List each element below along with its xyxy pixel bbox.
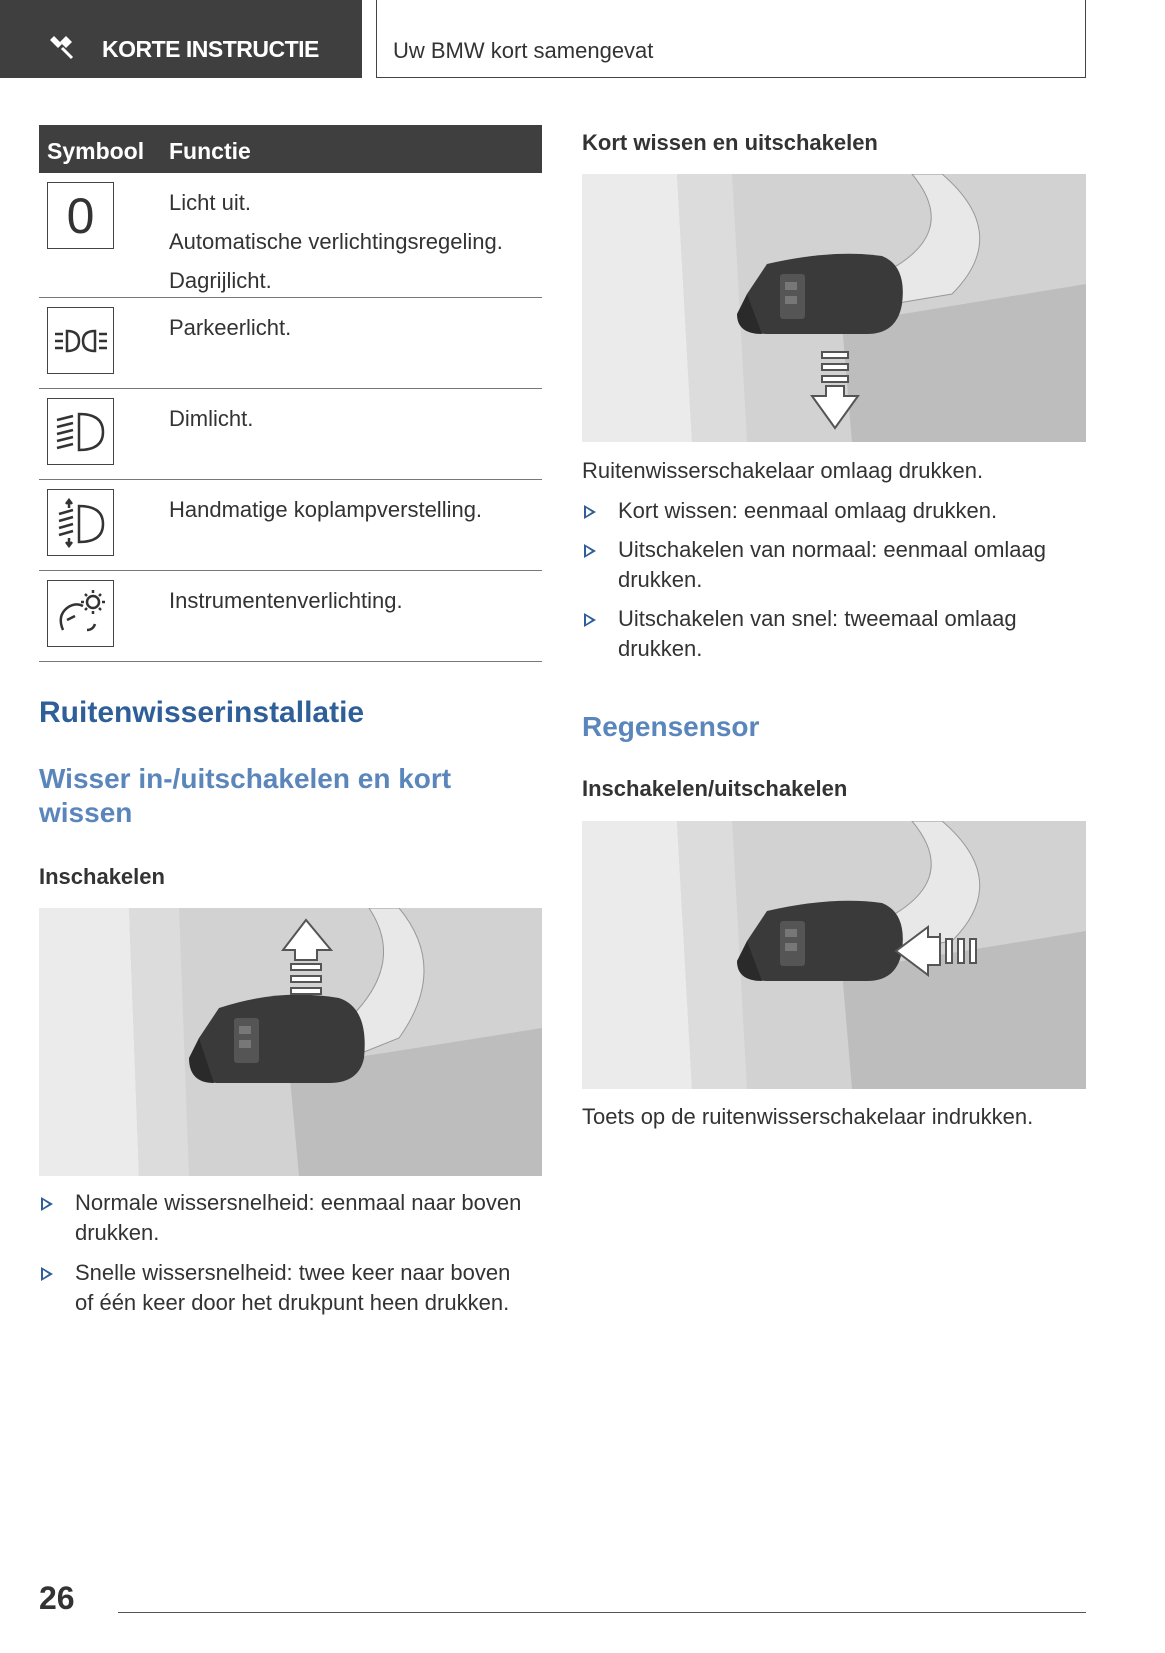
subsection-title: Wisser in-/uitschakelen en kort wissen (39, 763, 452, 828)
heading-inschakelen: Inschakelen (39, 864, 165, 889)
table-header (39, 125, 542, 173)
section-label: KORTE INSTRUCTIE (102, 36, 319, 62)
table-row (39, 480, 542, 571)
bullet-triangle-icon (41, 1267, 53, 1281)
chapter-title: Uw BMW kort samengevat (393, 38, 654, 63)
column-header-function: Functie (169, 138, 251, 164)
function-text: Parkeerlicht. (169, 315, 292, 340)
section-tab (0, 0, 362, 78)
instrument-lighting-icon (47, 580, 114, 647)
list-item: Uitschakelen van normaal: eenmaal omlaag drukken. (582, 535, 1102, 595)
table-row (39, 173, 542, 298)
heading-kort-wissen: Kort wissen en uitschakelen (582, 130, 878, 155)
headlight-range-icon (47, 489, 114, 556)
illustration-rain-sensor (582, 821, 1086, 1089)
function-text: Instrumentenverlichting. (169, 588, 403, 613)
illustration-wiper-down (582, 174, 1086, 442)
pin-icon (48, 32, 76, 60)
symbol-table (39, 125, 542, 662)
parking-light-icon (47, 307, 114, 374)
table-row (39, 298, 542, 389)
function-text: Licht uit. Automatische verlichtingsregeling. Dagrijlicht. (169, 190, 503, 293)
bullet-triangle-icon (41, 1197, 53, 1211)
list-item: Normale wissersnelheid: eenmaal naar boven drukken. (39, 1188, 559, 1248)
illustration-wiper-up (39, 908, 542, 1176)
table-row (39, 389, 542, 480)
bullet-triangle-icon (584, 613, 596, 627)
footer-rule (118, 1612, 1086, 1613)
section-title-regensensor: Regensensor (582, 711, 760, 742)
chapter-box (376, 0, 1086, 78)
caption-text: Toets op de ruitenwisserschakelaar indrukken. (582, 1104, 1034, 1129)
list-item: Uitschakelen van snel: tweemaal omlaag drukken. (582, 604, 1102, 664)
list-item: Kort wissen: eenmaal omlaag drukken. (582, 496, 1102, 526)
function-text: Handmatige koplampverstelling. (169, 497, 483, 522)
intro-text: Ruitenwisserschakelaar omlaag drukken. (582, 458, 984, 483)
page-number: 26 (39, 1580, 75, 1616)
section-title: Ruitenwisserinstallatie (39, 696, 365, 729)
function-text: Dimlicht. (169, 406, 254, 431)
heading-in-uitschakelen: Inschakelen/uitschakelen (582, 776, 848, 801)
table-row (39, 571, 542, 662)
light-off-symbol: 0 (47, 182, 114, 249)
column-header-symbol: Symbool (47, 138, 145, 164)
low-beam-icon (47, 398, 114, 465)
bullet-triangle-icon (584, 544, 596, 558)
bullet-triangle-icon (584, 505, 596, 519)
list-item: Snelle wissersnelheid: twee keer naar boven of één keer door het drukpunt heen drukken. (39, 1258, 559, 1318)
